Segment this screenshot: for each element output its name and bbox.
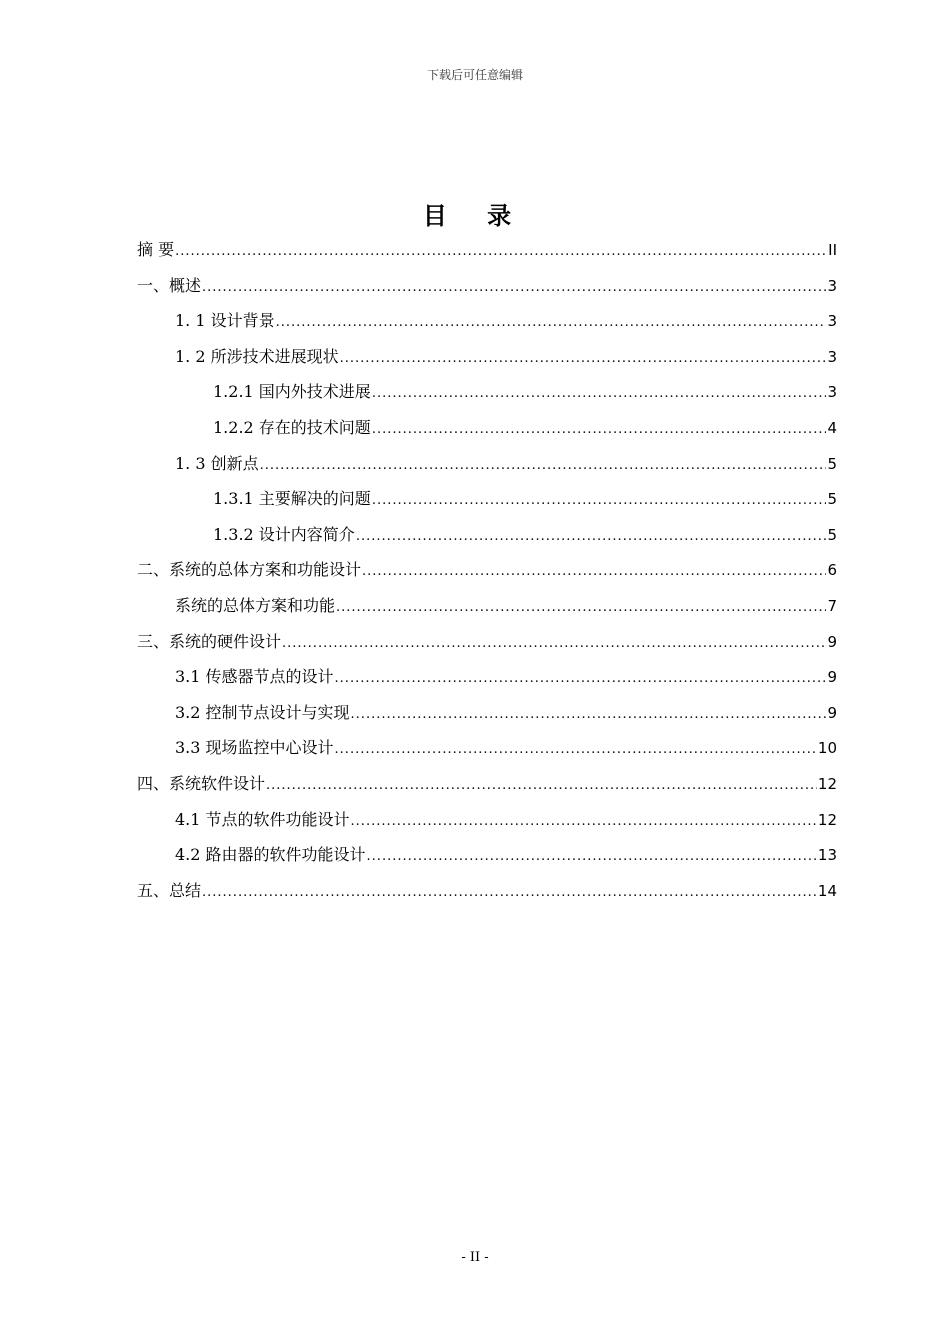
toc-dot-leader [202,270,826,306]
toc-entry-label: 一、概述 [137,275,202,295]
toc-entry-page-number: 4 [827,418,837,437]
toc-entry-page-number: 3 [827,383,837,402]
toc-entry[interactable] [137,339,837,375]
toc-entry[interactable] [137,517,837,553]
toc-entry[interactable] [137,873,837,909]
toc-entry-page-number: 5 [827,490,837,509]
toc-entry[interactable] [137,481,837,517]
toc-entry-label: 4.1 节点的软件功能设计 [175,809,350,829]
toc-dot-leader [351,804,817,840]
toc-entry-page-number: II [828,241,837,259]
toc-dot-leader [266,768,817,804]
toc-entry[interactable] [137,268,837,304]
toc-entry[interactable] [137,552,837,588]
toc-dot-leader [276,305,827,341]
toc-entry-label: 3.2 控制节点设计与实现 [175,702,350,722]
toc-dot-leader [282,626,826,662]
toc-entry-page-number: 3 [827,347,837,366]
toc-entry-page-number: 10 [817,739,837,758]
toc-dot-leader [356,519,827,555]
table-of-contents [137,232,837,908]
toc-entry-page-number: 5 [827,525,837,544]
toc-dot-leader [351,697,827,733]
toc-entry[interactable] [137,232,837,268]
toc-dot-leader [367,839,817,875]
page-title: 目 录 [422,202,528,230]
toc-entry-label: 1.3.1 主要解决的问题 [213,489,371,509]
toc-dot-leader [335,661,827,697]
toc-entry[interactable] [137,695,837,731]
toc-entry-label: 1. 3 创新点 [175,453,259,473]
toc-dot-leader [175,234,827,270]
toc-entry-label: 1. 1 设计背景 [175,311,275,331]
toc-entry-page-number: 5 [827,454,837,473]
toc-entry-page-number: 6 [827,561,837,580]
toc-entry[interactable] [137,410,837,446]
toc-entry-label: 三、系统的硬件设计 [137,631,282,651]
toc-entry-label: 1.3.2 设计内容简介 [213,524,355,544]
toc-entry-page-number: 3 [827,276,837,295]
toc-entry-label: 4.2 路由器的软件功能设计 [175,845,366,865]
toc-dot-leader [372,376,827,412]
toc-entry-label: 1.2.2 存在的技术问题 [213,417,371,437]
toc-dot-leader [372,483,827,519]
toc-entry-page-number: 13 [817,846,837,865]
toc-entry-page-number: 9 [827,668,837,687]
toc-entry-label: 3.1 传感器节点的设计 [175,667,334,687]
toc-dot-leader [362,554,826,590]
toc-entry[interactable] [137,624,837,660]
toc-entry[interactable] [137,659,837,695]
toc-entry-page-number: 12 [817,810,837,829]
toc-entry-page-number: 14 [817,881,837,900]
toc-entry[interactable] [137,303,837,339]
toc-entry-page-number: 12 [817,774,837,793]
toc-entry[interactable] [137,446,837,482]
toc-entry[interactable] [137,588,837,624]
toc-entry[interactable] [137,730,837,766]
toc-dot-leader [372,412,827,448]
toc-entry[interactable] [137,374,837,410]
toc-entry[interactable] [137,802,837,838]
toc-dot-leader [260,448,827,484]
toc-entry-label: 四、系统软件设计 [137,773,266,793]
toc-entry-label: 摘 要 [137,240,175,259]
toc-entry-page-number: 9 [827,632,837,651]
page-header: 下载后可任意编辑 [426,68,523,82]
toc-entry-label: 1.2.1 国内外技术进展 [213,382,371,402]
page-number-footer: - II - [461,1250,489,1265]
toc-entry[interactable] [137,766,837,802]
toc-entry-label: 3.3 现场监控中心设计 [175,738,334,758]
toc-entry-label: 五、总结 [137,880,202,900]
toc-entry-page-number: 9 [827,703,837,722]
toc-entry-label: 系统的总体方案和功能 [175,595,336,615]
toc-dot-leader [335,732,817,768]
toc-dot-leader [336,590,826,626]
toc-entry-page-number: 7 [827,596,837,615]
toc-entry-label: 二、系统的总体方案和功能设计 [137,560,362,580]
toc-entry-label: 1. 2 所涉技术进展现状 [175,346,339,366]
toc-entry-page-number: 3 [827,312,837,331]
toc-entry[interactable] [137,837,837,873]
toc-dot-leader [202,875,817,911]
toc-dot-leader [340,341,827,377]
